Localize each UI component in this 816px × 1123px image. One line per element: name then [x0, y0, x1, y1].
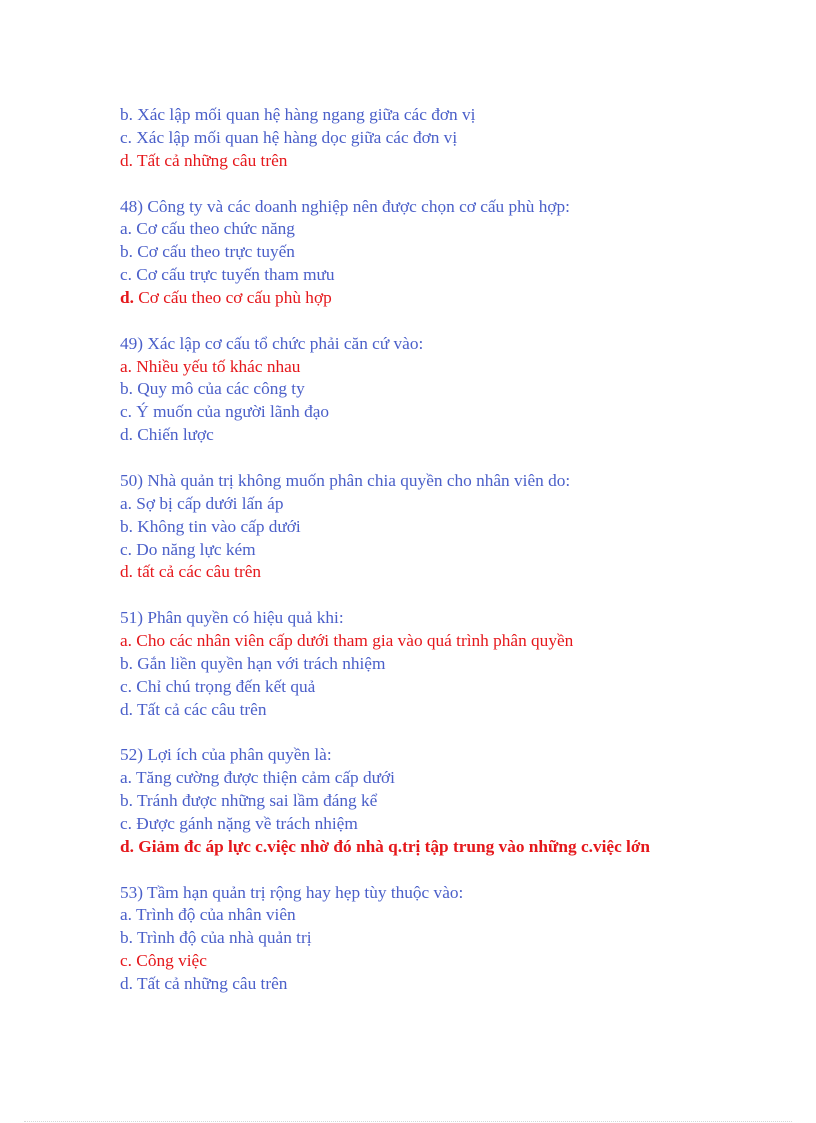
correct-answer-option [120, 356, 780, 379]
line-text: a. Nhiều yếu tố khác nhau [120, 356, 301, 376]
line-text: 48) Công ty và các doanh nghiệp nên được chọn cơ cấu phù hợp: [120, 196, 570, 216]
answer-option [120, 424, 780, 447]
answer-option [120, 104, 780, 127]
line-text: d. Giảm đc áp lực c.việc nhờ đó nhà q.trị tập trung vào những c.việc lớn [120, 836, 651, 856]
line-text: a. Trình độ của nhân viên [120, 905, 296, 925]
line-text: b. Cơ cấu theo trực tuyến [120, 242, 295, 262]
line-text: c. Ý muốn của người lãnh đạo [120, 402, 330, 422]
line-text: 49) Xác lập cơ cấu tổ chức phải căn cứ vào: [120, 333, 424, 353]
question-block [120, 607, 780, 721]
answer-option [120, 401, 780, 424]
answer-option [120, 218, 780, 241]
block-spacer [120, 447, 780, 470]
correct-answer-option [120, 561, 780, 584]
line-text: b. Gắn liền quyền hạn với trách nhiệm [120, 653, 386, 673]
question-block [120, 882, 780, 996]
line-text: 50) Nhà quản trị không muốn phân chia quyền cho nhân viên do: [120, 470, 571, 490]
block-spacer [120, 173, 780, 196]
block-spacer [120, 310, 780, 333]
line-text: 53) Tầm hạn quản trị rộng hay hẹp tùy thuộc vào: [120, 882, 464, 902]
question-block [120, 196, 780, 310]
correct-answer-option [120, 836, 780, 859]
line-text: d. Tất cả những câu trên [120, 150, 288, 170]
question-block [120, 744, 780, 858]
correct-answer-option [120, 150, 780, 173]
line-text: d. Chiến lược [120, 425, 214, 445]
question-block [120, 470, 780, 584]
line-text: 52) Lợi ích của phân quyền là: [120, 745, 332, 765]
question-block [120, 333, 780, 447]
answer-option [120, 493, 780, 516]
line-text: a. Tăng cường được thiện cảm cấp dưới [120, 768, 395, 788]
line-text: 51) Phân quyền có hiệu quả khi: [120, 608, 344, 628]
block-spacer [120, 859, 780, 882]
question-text [120, 744, 780, 767]
line-text: d. tất cả các câu trên [120, 562, 262, 582]
question-block [120, 104, 780, 173]
answer-option [120, 927, 780, 950]
question-text [120, 333, 780, 356]
answer-option [120, 767, 780, 790]
answer-option [120, 904, 780, 927]
question-text [120, 882, 780, 905]
option-text: Cơ cấu theo cơ cấu phù hợp [138, 287, 332, 307]
question-text [120, 607, 780, 630]
line-text: a. Sợ bị cấp dưới lấn áp [120, 493, 284, 513]
line-text: d. Tất cả các câu trên [120, 699, 267, 719]
line-text: d. Tất cả những câu trên [120, 974, 288, 993]
correct-answer-option [120, 287, 780, 310]
line-text: c. Do năng lực kém [120, 539, 256, 559]
question-text [120, 196, 780, 219]
line-text: c. Được gánh nặng về trách nhiệm [120, 813, 358, 833]
line-text: b. Xác lập mối quan hệ hàng ngang giữa các đơn vị [120, 105, 476, 124]
line-text: a. Cho các nhân viên cấp dưới tham gia vào quá trình phân quyền [120, 631, 574, 651]
line-text: c. Cơ cấu trực tuyến tham mưu [120, 265, 335, 285]
line-text: c. Công việc [120, 951, 207, 971]
line-text: c. Xác lập mối quan hệ hàng dọc giữa các đơn vị [120, 127, 458, 147]
page-bottom-rule [24, 1121, 792, 1122]
block-spacer [120, 721, 780, 744]
question-text [120, 470, 780, 493]
correct-answer-option [120, 630, 780, 653]
answer-option [120, 516, 780, 539]
answer-option [120, 127, 780, 150]
option-letter: d. [120, 287, 134, 307]
line-text: c. Chỉ chú trọng đến kết quả [120, 676, 316, 696]
document-page [120, 104, 780, 996]
answer-option [120, 264, 780, 287]
line-text: a. Cơ cấu theo chức năng [120, 219, 295, 239]
answer-option [120, 539, 780, 562]
answer-option [120, 241, 780, 264]
answer-option [120, 973, 780, 996]
answer-option [120, 790, 780, 813]
answer-option [120, 699, 780, 722]
line-text: b. Tránh được những sai lầm đáng kể [120, 791, 378, 811]
answer-option [120, 378, 780, 401]
line-text: b. Quy mô của các công ty [120, 379, 305, 399]
answer-option [120, 676, 780, 699]
answer-option [120, 813, 780, 836]
block-spacer [120, 584, 780, 607]
answer-option [120, 653, 780, 676]
line-text: b. Không tin vào cấp dưới [120, 516, 301, 536]
correct-answer-option [120, 950, 780, 973]
line-text: b. Trình độ của nhà quản trị [120, 928, 312, 948]
